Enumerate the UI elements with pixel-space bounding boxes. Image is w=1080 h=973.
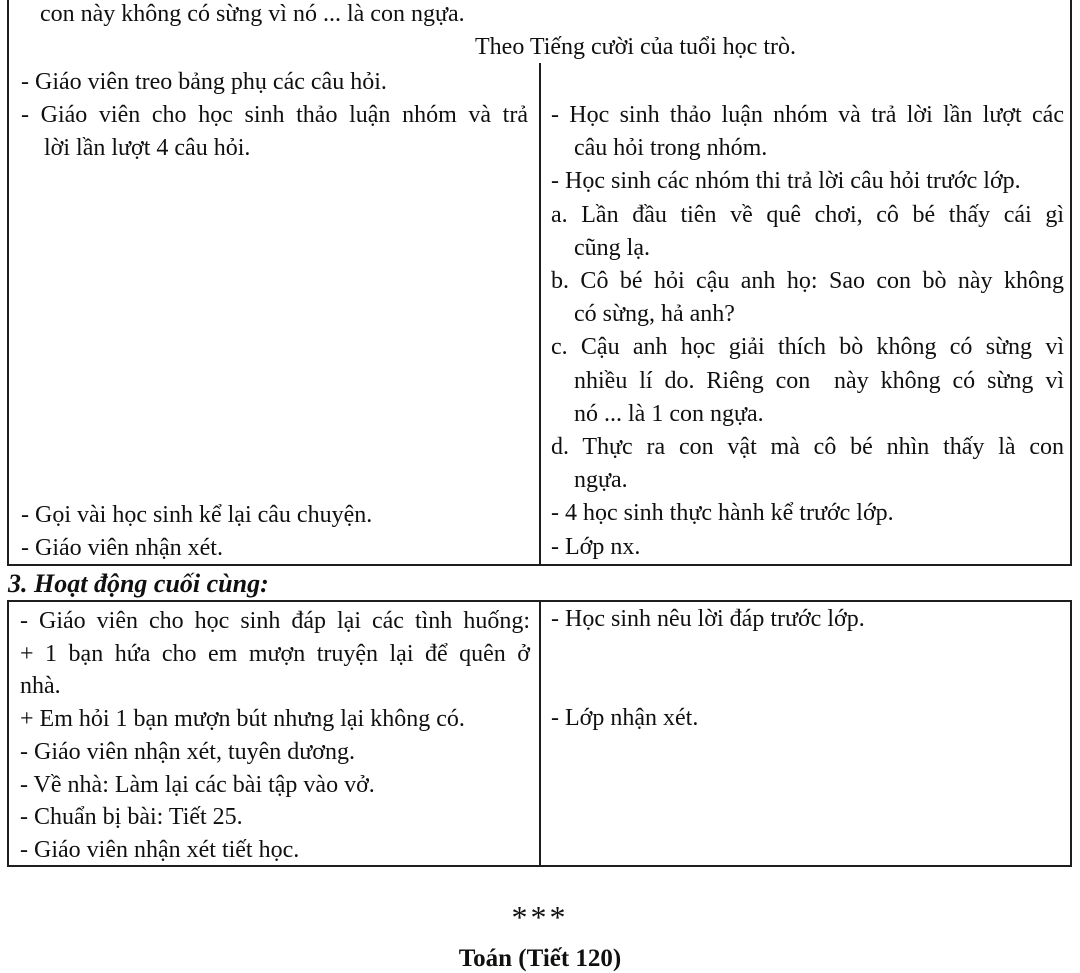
- text-line: - Lớp nx.: [551, 533, 641, 560]
- table2-teacher-column: [20, 605, 530, 867]
- text-line: - Học sinh các nhóm thi trả lời câu hỏi trước lớp.: [551, 168, 1021, 195]
- text-line: - Giáo viên cho học sinh thảo luận nhóm và trả: [21, 102, 528, 129]
- table2-left-border: [7, 600, 9, 867]
- text-line: + Em hỏi 1 bạn mượn bút nhưng lại không có.: [20, 706, 465, 733]
- table1-teacher-column: [21, 66, 528, 565]
- text-line: nhiều lí do. Riêng con này không có sừng vì: [574, 367, 1064, 394]
- text-line: có sừng, hả anh?: [574, 301, 735, 328]
- table1-right-border: [1070, 0, 1072, 566]
- section-heading: 3. Hoạt động cuối cùng:: [8, 569, 269, 598]
- text-line: ngựa.: [574, 467, 628, 494]
- table2-right-border: [1070, 600, 1072, 867]
- text-line: - 4 học sinh thực hành kể trước lớp.: [551, 500, 894, 527]
- text-line: d. Thực ra con vật mà cô bé nhìn thấy là con: [551, 434, 1064, 461]
- text-line: lời lần lượt 4 câu hỏi.: [44, 135, 251, 162]
- text-line: b. Cô bé hỏi cậu anh họ: Sao con bò này không: [551, 268, 1064, 295]
- text-line: + 1 bạn hứa cho em mượn truyện lại để quên ở: [20, 640, 530, 667]
- table1-column-divider: [539, 63, 541, 566]
- text-line: cũng lạ.: [574, 234, 650, 261]
- story-ending-line: con này không có sừng vì nó ... là con ngựa.: [40, 1, 465, 27]
- text-line: a. Lần đầu tiên về quê chơi, cô bé thấy cái gì: [551, 201, 1064, 228]
- text-line: - Học sinh thảo luận nhóm và trả lời lần lượt các: [551, 102, 1064, 128]
- section-separator: ***: [511, 899, 569, 935]
- table1-student-column: [551, 99, 1064, 564]
- next-lesson-title-clipped: Toán (Tiết 120): [458, 945, 622, 972]
- text-line: - Về nhà: Làm lại các bài tập vào vở.: [20, 771, 375, 798]
- story-source-line: Theo Tiếng cười của tuổi học trò.: [475, 34, 796, 60]
- text-line: - Giáo viên nhận xét, tuyên dương.: [20, 738, 355, 765]
- text-line: - Học sinh nêu lời đáp trước lớp.: [551, 606, 865, 632]
- text-line: nó ... là 1 con ngựa.: [574, 400, 764, 427]
- text-line: - Giáo viên nhận xét tiết học.: [20, 836, 300, 863]
- table1-left-border: [7, 0, 9, 566]
- text-line: câu hỏi trong nhóm.: [574, 135, 768, 162]
- text-line: - Giáo viên cho học sinh đáp lại các tình huống:: [20, 608, 530, 634]
- text-line: - Gọi vài học sinh kể lại câu chuyện.: [21, 501, 373, 528]
- table2-column-divider: [539, 600, 541, 867]
- text-line: - Giáo viên nhận xét.: [21, 534, 223, 561]
- text-line: - Chuẩn bị bài: Tiết 25.: [20, 804, 243, 831]
- column-gap: [21, 166, 528, 499]
- text-line: nhà.: [20, 673, 61, 700]
- text-line: - Giáo viên treo bảng phụ các câu hỏi.: [21, 69, 387, 95]
- text-line: c. Cậu anh học giải thích bò không có sừng vì: [551, 334, 1064, 361]
- text-line: - Lớp nhận xét.: [551, 705, 699, 731]
